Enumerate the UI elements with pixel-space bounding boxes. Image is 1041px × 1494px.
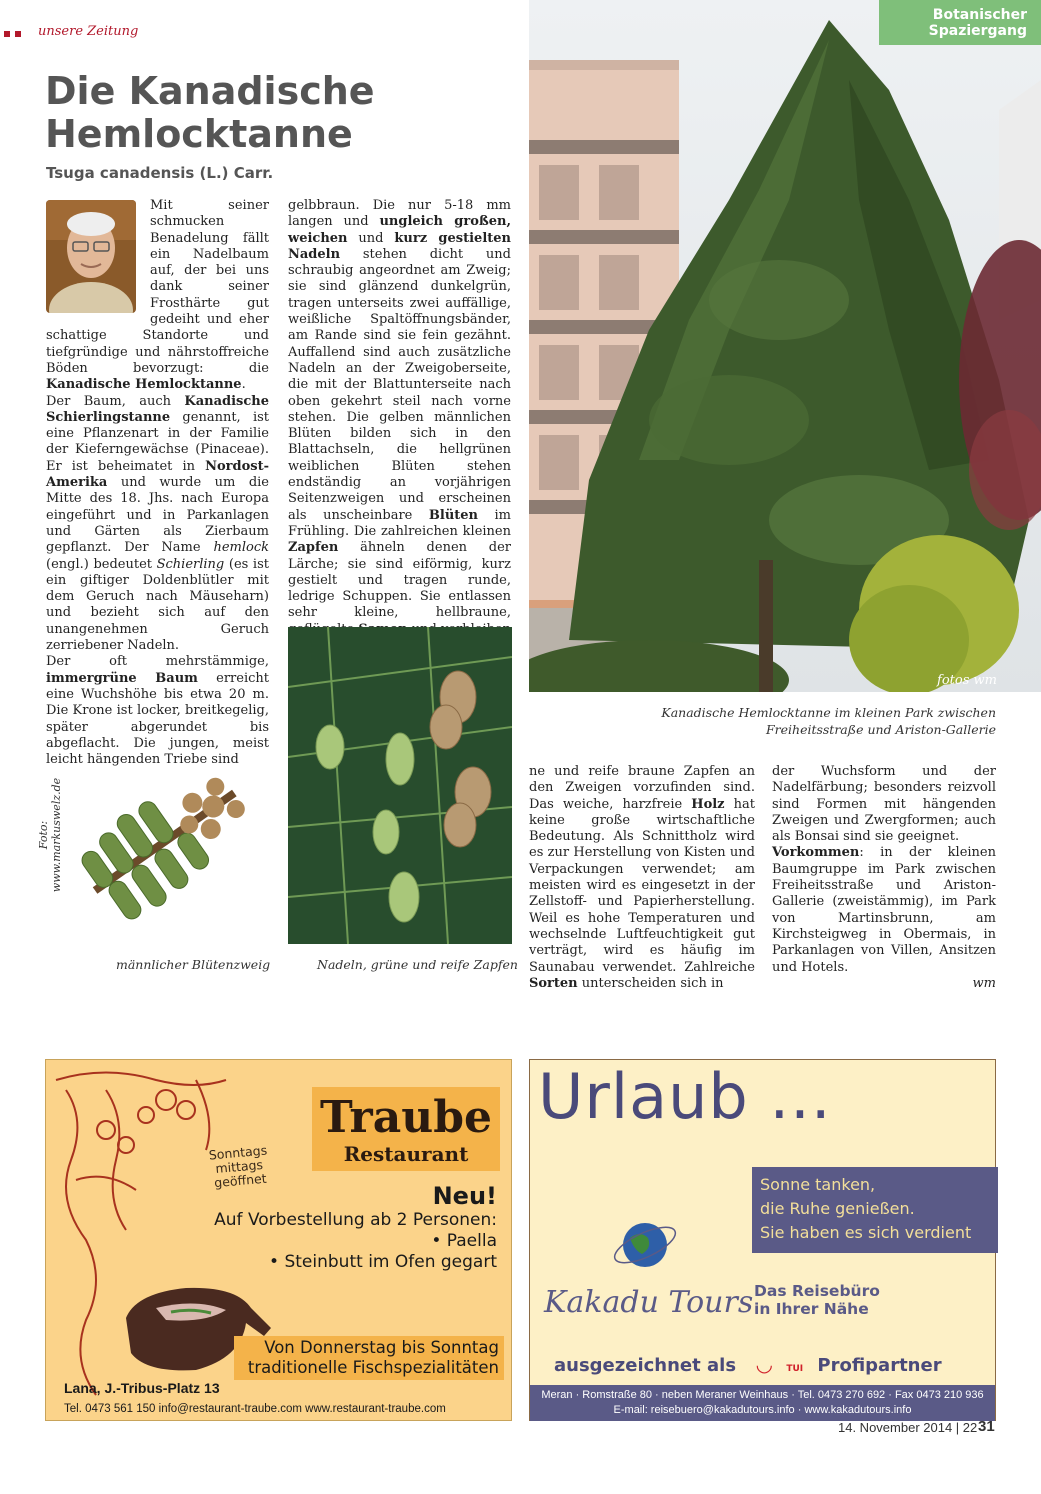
traube-item-1: • Paella	[431, 1231, 497, 1251]
section-tab-line2: Spaziergang	[928, 23, 1027, 39]
photo-credit: fotos wm	[937, 673, 997, 688]
header-marker	[4, 31, 10, 37]
traube-fish: traditionelle Fischspezialitäten	[247, 1358, 499, 1377]
author-signature: wm	[972, 975, 996, 991]
cones-image	[288, 627, 512, 944]
branch-image	[62, 745, 272, 945]
traube-thu-sun: Von Donnerstag bis Sonntag	[264, 1338, 499, 1357]
section-tab-line1: Botanischer	[932, 7, 1027, 23]
tui-label: TUI	[786, 1364, 804, 1374]
kakadu-email[interactable]: E-mail: reisebuero@kakadutours.info · www.kakadutours.info	[613, 1404, 912, 1416]
traube-preorder: Auf Vorbestellung ab 2 Personen:	[214, 1210, 497, 1230]
ad-restaurant-traube[interactable]	[45, 1059, 512, 1421]
article-paragraph: der Wuchsform und der Nadelfärbung; besonders reizvoll sind Formen mit hängenden Zweigen und Zwergformen; auch als Bonsai sind sie geeignet. Vorkommen: in der kleinen Baumgruppe im Park zwischen Freiheitsstraße und Ariston-Gallerie (zweistämmig), im Park von Martinsbrunn, am Kirchsteigweg in Obermais, in Parkanlagen von Villen, Ansitzen und Hotels.	[772, 764, 996, 975]
article-title-line1: Die Kanadische	[45, 69, 375, 113]
caption-tree: Kanadische Hemlocktanne im kleinen Park zwischen Freiheitsstraße und Ariston-Gallerie	[661, 705, 996, 737]
opening-note: Sonntags mittags geöffnet	[208, 1142, 268, 1191]
page-number: 31	[978, 1418, 995, 1435]
article-subtitle: Tsuga canadensis (L.) Carr.	[46, 164, 274, 182]
tree-illustration	[529, 0, 1041, 692]
foto-credit-vertical: Foto: www.markuswelz.de	[37, 777, 63, 893]
article-column-3	[529, 764, 755, 992]
article-column-4	[772, 764, 996, 992]
article-paragraph: Mit seiner schmucken Benadelung fällt ein Nadelbaum auf, der bei uns dank seiner Frosthärte gut gedeiht und eher schattige Standorte und tiefgründige und nährstoffreiche Böden bevorzugt: die Kanadische Hemlocktanne.	[46, 198, 269, 393]
kakadu-logo-text: Kakadu Tours	[544, 1285, 754, 1320]
brand-logo: unsere Zeitung	[38, 24, 139, 39]
kakadu-address: Meran · Romstraße 80 · neben Meraner Weinhaus · Tel. 0473 270 692 · Fax 0473 210 936	[541, 1389, 984, 1401]
kakadu-slogan-box: Sonne tanken, die Ruhe genießen. Sie haben es sich verdient	[752, 1167, 998, 1253]
article-title	[45, 70, 485, 156]
traube-new: Neu!	[432, 1182, 497, 1210]
traube-logo-box	[312, 1087, 500, 1171]
article-paragraph: Der Baum, auch Kanadische Schierlingstanne genannt, ist eine Pflanzenart in der Familie der Kieferngewächse (Pinaceae). Er ist beheimatet in Nordost-Amerika und wurde um die Mitte des 18. Jhs. nach Europa eingeführt und in Parkanlagen und Gärten als Zierbaum gepflanzt. Der Name hemlock (engl.) bedeutet Schierling (es ist ein giftiger Doldenblütler mit dem Geruch nach Mäuseharn) und bezieht sich auf den unangenehmen Geruch zerriebener Nadeln.	[46, 393, 269, 654]
globe-icon	[610, 1210, 680, 1284]
tui-logo-icon: ◡	[756, 1352, 772, 1376]
kakadu-contact-bar	[530, 1385, 995, 1421]
tree-photo	[529, 0, 1041, 692]
article-column-1	[46, 198, 269, 768]
traube-subname: Restaurant	[343, 1142, 469, 1166]
article-paragraph: ne und reife braune Zapfen an den Zweigen vorzufinden sind. Das weiche, harzfreie Holz hat keine große wirtschaftliche Bedeutung. Als Schnittholz wird es zur Herstellung von Kisten und Verpackungen verwendet; am meisten wird es eingesetzt in der Zellstoff- und Papierherstellung. Weil es hohe Temperaturen und wechselnde Luftfeuchtigkeit gut verträgt, wird es häufig im Saunabau verwendet. Zahlreiche Sorten unterscheiden sich in	[529, 764, 755, 991]
kakadu-headline: Urlaub ...	[538, 1060, 832, 1133]
kakadu-award: ausgezeichnet als ◡ TUI Profipartner	[554, 1352, 942, 1376]
caption-branch: männlicher Blütenzweig	[116, 957, 271, 972]
issue-date: 14. November 2014 | 22	[838, 1420, 978, 1435]
traube-contact[interactable]: Tel. 0473 561 150 info@restaurant-traube.com www.restaurant-traube.com	[64, 1403, 446, 1415]
article-paragraph: Der oft mehrstämmige, immergrüne Baum erreicht eine Wuchshöhe bis etwa 20 m. Die Krone ist locker, breitkegelig, später abgerundet bis abgeflacht. Die jungen, meist leicht hängenden Triebe sind	[46, 654, 269, 768]
ad-kakadu-tours[interactable]	[529, 1059, 996, 1421]
traube-name: Traube	[320, 1092, 492, 1143]
article-title-line2: Hemlocktanne	[45, 112, 353, 156]
traube-item-2: • Steinbutt im Ofen gegart	[269, 1252, 497, 1272]
caption-cones: Nadeln, grüne und reife Zapfen	[317, 957, 518, 972]
header-marker	[15, 31, 21, 37]
article-column-2	[288, 198, 511, 671]
article-paragraph: gelbbraun. Die nur 5-18 mm langen und ungleich großen, weichen und kurz gestielten Nadeln stehen dicht und schraubig angeordnet am Zweig; sie sind glänzend dunkelgrün, tragen unterseits zwei auffällige, weißliche Spaltöffnungsbänder, am Rande sind sie fein gezähnt. Auffallend sind auch zusätzliche Nadeln an der Zweigoberseite, die mit der Blattunterseite nach oben gekehrt steil nach vorne stehen. Die gelben männlichen Blüten bilden sich in den Blattachseln, die hellgrünen weiblichen Blüten stehen endständig an vorjährigen Seitenzweigen und erscheinen als unscheinbare Blüten im Frühling. Die zahlreichen kleinen Zapfen ähneln denen der Lärche; sie sind eiförmig, kurz gestielt und tragen runde, ledrige Schuppen. Sie entlassen sehr kleine, hellbraune,	[288, 198, 511, 621]
section-tab	[879, 0, 1041, 45]
traube-address: Lana, J.-Tribus-Platz 13	[64, 1380, 220, 1396]
kakadu-agency: Das Reisebüro in Ihrer Nähe	[754, 1282, 880, 1318]
